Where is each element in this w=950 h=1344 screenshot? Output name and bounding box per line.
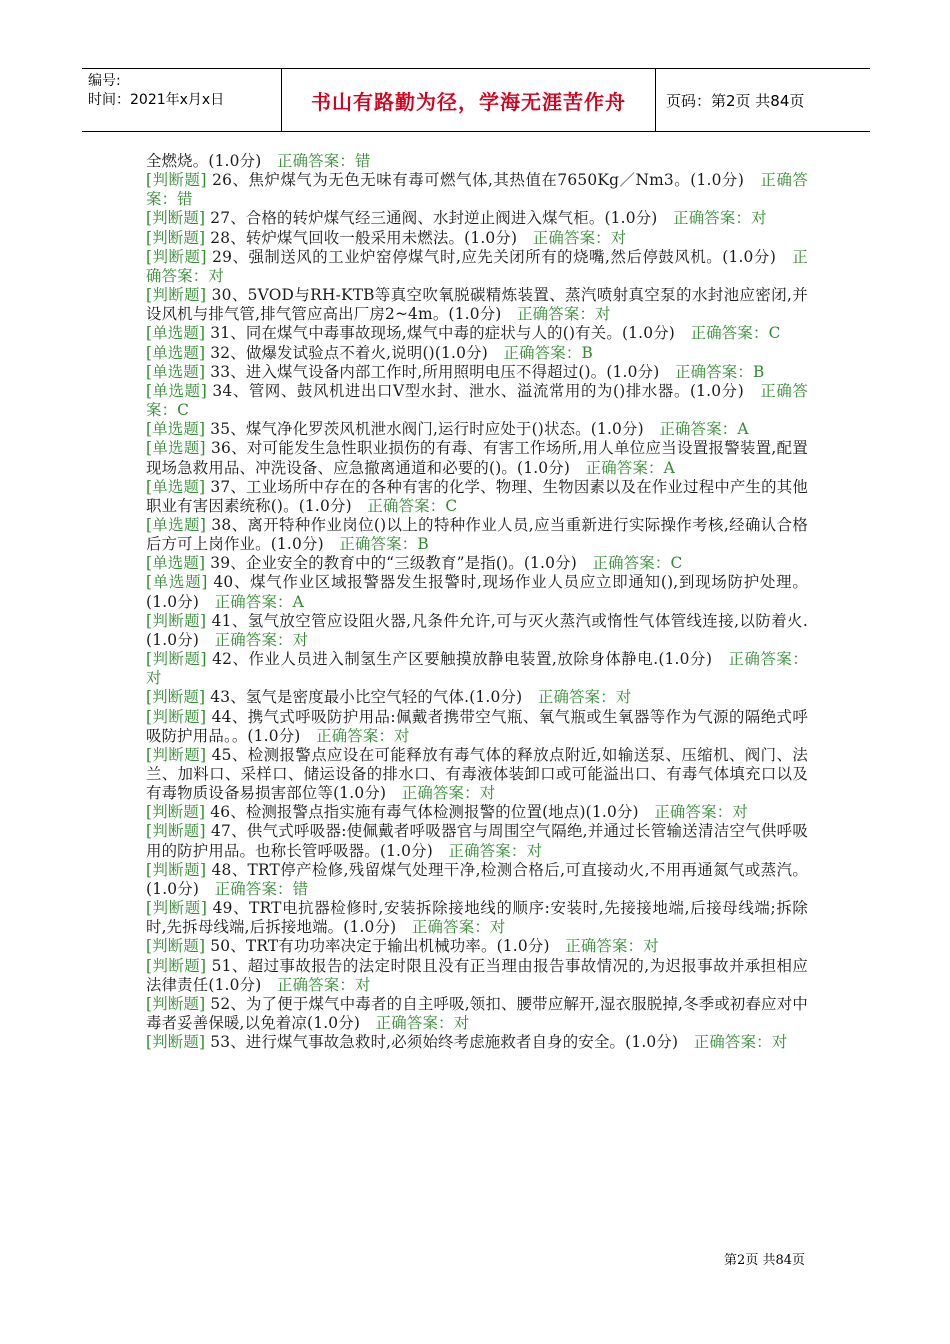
page-footer: 第2页 共84页 bbox=[724, 1253, 805, 1268]
question-item bbox=[146, 152, 808, 171]
question-text: 51、超过事故报告的法定时限且没有正当理由报告事故情况的,为迟报事故并承担相应法律责任(1.0分) bbox=[146, 956, 808, 994]
question-type-tag: [判断题] bbox=[146, 822, 206, 841]
question-type-tag: [单选题] bbox=[146, 324, 206, 343]
question-text: 53、进行煤气事故急救时,必须始终考虑施救者自身的安全。(1.0分) bbox=[205, 1033, 694, 1052]
question-type-tag: [判断题] bbox=[146, 860, 207, 879]
question-item bbox=[146, 420, 808, 439]
header-motto: 书山有路勤为径，学海无涯苦作舟 bbox=[282, 69, 656, 131]
question-text: 48、TRT停产检修,残留煤气处理干净,检测合格后,可直接动火,不用再通氮气或蒸汽。(1.0分) bbox=[146, 860, 808, 898]
question-item bbox=[146, 746, 808, 803]
time-label: 时间：2021年x月x日 bbox=[88, 92, 225, 108]
answer-text: 正确答案：对 bbox=[693, 1033, 788, 1052]
answer-text: 正确答案：对 bbox=[654, 803, 748, 822]
answer-text: 正确答案：C bbox=[690, 324, 781, 343]
question-type-tag: [判断题] bbox=[146, 1033, 206, 1052]
question-item bbox=[146, 573, 808, 611]
question-text: 31、同在煤气中毒事故现场,煤气中毒的症状与人的()有关。(1.0分) bbox=[205, 324, 691, 343]
answer-text: 正确答案：错 bbox=[146, 171, 808, 209]
answer-text: 正确答案：对 bbox=[146, 650, 808, 688]
question-item bbox=[146, 229, 808, 248]
answer-text: 正确答案：对 bbox=[673, 209, 767, 228]
question-item bbox=[146, 382, 808, 420]
answer-text: 正确答案：B bbox=[503, 343, 593, 362]
question-item bbox=[146, 650, 808, 688]
question-type-tag: [判断题] bbox=[146, 171, 207, 190]
question-type-tag: [判断题] bbox=[146, 209, 206, 228]
question-text: 42、作业人员进入制氢生产区要触摸放静电装置,放除身体静电.(1.0分) bbox=[206, 650, 729, 669]
question-item bbox=[146, 708, 808, 746]
answer-text: 正确答案：B bbox=[339, 535, 429, 554]
question-item bbox=[146, 286, 808, 324]
answer-text: 正确答案：对 bbox=[214, 630, 309, 649]
question-text: 45、检测报警点应设在可能释放有毒气体的释放点附近,如输送泵、压缩机、阀门、法兰、加料口、采样口、储运设备的排水口、有毒液体装卸口或可能溢出口、有毒气体填充口以及有毒物质设备易损害部位等(1.0分) bbox=[146, 745, 808, 803]
question-type-tag: [单选题] bbox=[146, 381, 207, 400]
header-page-number: 页码：第2页 共84页 bbox=[666, 91, 805, 110]
question-type-tag: [单选题] bbox=[146, 420, 206, 439]
answer-text: 正确答案：对 bbox=[517, 305, 611, 324]
question-item bbox=[146, 861, 808, 899]
question-text: 30、5VOD与RH-KTB等真空吹氧脱碳精炼装置、蒸汽喷射真空泵的水封池应密闭,并设风机与排气管,排气管应高出厂房2~4m。(1.0分) bbox=[146, 286, 808, 324]
answer-text: 正确答案：C bbox=[146, 381, 808, 420]
answer-text: 正确答案：A bbox=[214, 592, 304, 611]
question-text: 37、工业场所中存在的各种有害的化学、物理、生物因素以及在作业过程中产生的其他职业有害因素统称()。(1.0分) bbox=[146, 477, 808, 515]
question-item bbox=[146, 822, 808, 860]
question-type-tag: [单选题] bbox=[146, 362, 206, 381]
question-text: 27、合格的转炉煤气经三通阀、水封逆止阀进入煤气柜。(1.0分) bbox=[205, 209, 674, 228]
question-type-tag: [单选题] bbox=[146, 515, 207, 534]
question-item bbox=[146, 209, 808, 228]
question-item bbox=[146, 171, 808, 209]
question-item bbox=[146, 688, 808, 707]
question-item bbox=[146, 899, 808, 937]
question-type-tag: [判断题] bbox=[146, 956, 207, 975]
question-text: 36、对可能发生急性职业损伤的有毒、有害工作场所,用人单位应当设置报警装置,配置现场急救用品、冲洗设备、应急撤离通道和必要的()。(1.0分) bbox=[146, 439, 808, 477]
answer-text: 正确答案：对 bbox=[401, 784, 496, 803]
question-type-tag: [判断题] bbox=[146, 745, 207, 764]
question-type-tag: [判断题] bbox=[146, 228, 206, 247]
question-text: 32、做爆发试验点不着火,说明()(1.0分) bbox=[205, 343, 504, 362]
question-item bbox=[146, 478, 808, 516]
answer-text: 正确答案：对 bbox=[375, 1014, 470, 1033]
question-type-tag: [单选题] bbox=[146, 573, 208, 592]
answer-text: 正确答案：对 bbox=[565, 937, 659, 956]
question-type-tag: [单选题] bbox=[146, 439, 206, 458]
answer-text: 正确答案：对 bbox=[537, 688, 632, 707]
question-text: 46、检测报警点指实施有毒气体检测报警的位置(地点)(1.0分) bbox=[205, 803, 655, 822]
answer-text: 正确答案：对 bbox=[146, 247, 808, 285]
question-text: 28、转炉煤气回收一般采用未燃法。(1.0分) bbox=[205, 228, 533, 247]
question-item bbox=[146, 554, 808, 573]
question-text: 47、供气式呼吸器:使佩戴者呼吸器官与周围空气隔绝,并通过长管输送清洁空气供呼吸用的防护用品。也称长管呼吸器。(1.0分) bbox=[146, 822, 808, 860]
question-text: 43、氢气是密度最小比空气轻的气体.(1.0分) bbox=[205, 688, 538, 707]
question-item bbox=[146, 363, 808, 382]
question-item bbox=[146, 937, 808, 956]
question-item bbox=[146, 344, 808, 363]
question-text: 33、进入煤气设备内部工作时,所用照明电压不得超过()。(1.0分) bbox=[205, 362, 676, 381]
question-item bbox=[146, 957, 808, 995]
question-text: 49、TRT电抗器检修时,安装拆除接地线的顺序:安装时,先接接地端,后接母线端;拆除时,先拆母线端,后拆接地端。(1.0分) bbox=[146, 899, 808, 937]
question-type-tag: [判断题] bbox=[146, 937, 206, 956]
answer-text: 正确答案：B bbox=[675, 362, 765, 381]
answer-text: 正确答案：对 bbox=[411, 918, 506, 937]
question-text: 35、煤气净化罗茨风机泄水阀门,运行时应处于()状态。(1.0分) bbox=[205, 420, 660, 439]
question-list bbox=[146, 152, 808, 1052]
answer-text: 正确答案：C bbox=[367, 496, 458, 515]
answer-text: 正确答案：对 bbox=[532, 228, 627, 247]
answer-text: 正确答案：错 bbox=[214, 879, 309, 898]
answer-text: 正确答案：C bbox=[592, 554, 683, 573]
question-text: 44、携气式呼吸防护用品:佩戴者携带空气瓶、氧气瓶或生氧器等作为气源的隔绝式呼吸防护用品。。(1.0分) bbox=[146, 707, 808, 745]
serial-label: 编号: bbox=[88, 73, 121, 89]
answer-text: 正确答案：对 bbox=[316, 726, 410, 745]
question-text: 50、TRT有功功率决定于输出机械功率。(1.0分) bbox=[205, 937, 566, 956]
question-text: 26、焦炉煤气为无色无味有毒可燃气体,其热值在7650Kg／Nm3。(1.0分) bbox=[206, 171, 761, 190]
question-text: 全燃烧。(1.0分) bbox=[146, 152, 278, 170]
question-text: 29、强制送风的工业炉窑停煤气时,应先关闭所有的烧嘴,然后停鼓风机。(1.0分) bbox=[206, 247, 793, 266]
question-type-tag: [判断题] bbox=[146, 611, 207, 630]
question-text: 34、管网、鼓风机进出口V型水封、泄水、溢流常用的为()排水器。(1.0分) bbox=[206, 381, 761, 400]
question-type-tag: [判断题] bbox=[146, 650, 207, 669]
question-item bbox=[146, 248, 808, 286]
answer-text: 正确答案：A bbox=[659, 420, 749, 439]
question-type-tag: [单选题] bbox=[146, 477, 206, 496]
page-header bbox=[82, 68, 870, 132]
question-text: 41、氢气放空管应设阻火器,凡条件允许,可与灭火蒸汽或惰性气体管线连接,以防着火.(1.0分) bbox=[146, 611, 808, 649]
answer-text: 正确答案：对 bbox=[277, 975, 371, 994]
question-type-tag: [判断题] bbox=[146, 247, 207, 266]
question-type-tag: [判断题] bbox=[146, 803, 206, 822]
question-item bbox=[146, 439, 808, 477]
question-text: 52、为了便于煤气中毒者的自主呼吸,领扣、腰带应解开,湿衣服脱掉,冬季或初春应对中毒者妥善保暖,以免着凉(1.0分) bbox=[146, 994, 808, 1033]
question-type-tag: [判断题] bbox=[146, 994, 206, 1013]
header-meta bbox=[82, 69, 282, 131]
answer-text: 正确答案：错 bbox=[277, 152, 371, 170]
question-item bbox=[146, 612, 808, 650]
question-type-tag: [判断题] bbox=[146, 688, 206, 707]
question-item bbox=[146, 803, 808, 822]
answer-text: 正确答案：对 bbox=[448, 841, 543, 860]
question-item bbox=[146, 1033, 808, 1052]
question-item bbox=[146, 516, 808, 554]
question-item bbox=[146, 324, 808, 343]
answer-text: 正确答案：A bbox=[585, 458, 675, 477]
question-text: 39、企业安全的教育中的“三级教育”是指()。(1.0分) bbox=[205, 554, 593, 573]
question-type-tag: [单选题] bbox=[146, 343, 206, 362]
question-text: 38、离开特种作业岗位()以上的特种作业人员,应当重新进行实际操作考核,经确认合格后方可上岗作业。(1.0分) bbox=[146, 515, 808, 554]
question-type-tag: [判断题] bbox=[146, 707, 207, 726]
question-type-tag: [单选题] bbox=[146, 554, 206, 573]
question-text: 40、煤气作业区域报警器发生报警时,现场作业人员应立即通知(),到现场防护处理。(1.0分) bbox=[146, 573, 808, 611]
question-type-tag: [判断题] bbox=[146, 286, 207, 305]
question-item bbox=[146, 995, 808, 1033]
question-type-tag: [判断题] bbox=[146, 899, 208, 918]
